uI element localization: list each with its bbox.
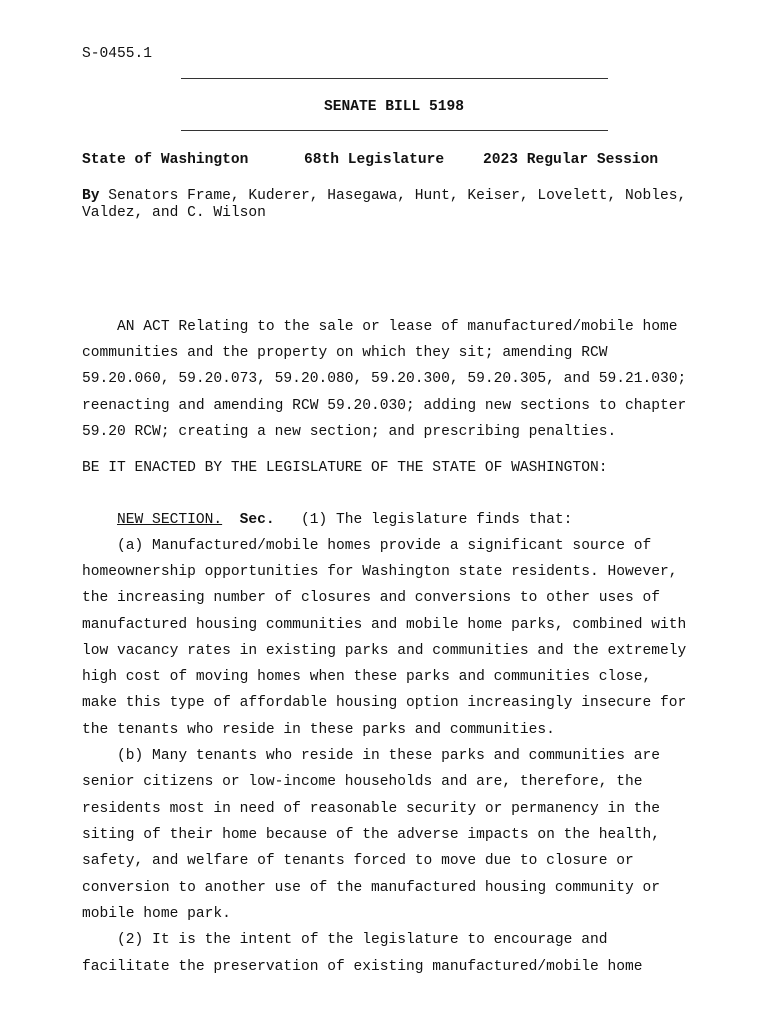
document-code: S-0455.1 <box>82 46 153 62</box>
legislature-number: 68th Legislature <box>304 152 445 168</box>
act-line: 59.20.060, 59.20.073, 59.20.080, 59.20.300, 59.20.305, and 59.21.030; <box>82 371 687 387</box>
body-line: mobile home park. <box>82 906 231 922</box>
body-line: senior citizens or low-income households and are, therefore, the <box>82 774 643 790</box>
sec-label: Sec. <box>239 512 275 528</box>
by-label: By <box>82 188 100 204</box>
act-line: AN ACT Relating to the sale or lease of manufactured/mobile home <box>82 319 678 335</box>
state-name: State of Washington <box>82 152 249 168</box>
body-line: manufactured housing communities and mobile home parks, combined with <box>82 617 687 633</box>
body-line: make this type of affordable housing option increasingly insecure for <box>82 695 687 711</box>
body-line: high cost of moving homes when these parks and communities close, <box>82 669 652 685</box>
new-section-label: NEW SECTION. <box>117 512 223 528</box>
session-name: 2023 Regular Session <box>483 152 659 168</box>
body-line: facilitate the preservation of existing manufactured/mobile home <box>82 959 643 975</box>
sponsors-text: Senators Frame, Kuderer, Hasegawa, Hunt, Keiser, Lovelett, Nobles, <box>108 188 687 204</box>
body-line: homeownership opportunities for Washington state residents. However, <box>82 564 678 580</box>
body-line: siting of their home because of the adverse impacts on the health, <box>82 827 661 843</box>
section-heading <box>82 512 572 528</box>
title-rule-top <box>181 78 608 79</box>
body-line: (a) Manufactured/mobile homes provide a significant source of <box>82 538 652 554</box>
sponsors-line-1 <box>82 188 686 204</box>
body-line: (2) It is the intent of the legislature to encourage and <box>82 932 608 948</box>
act-line: reenacting and amending RCW 59.20.030; adding new sections to chapter <box>82 398 687 414</box>
title-rule-bottom <box>181 130 608 131</box>
sponsors-line-2: Valdez, and C. Wilson <box>82 205 266 221</box>
act-line: 59.20 RCW; creating a new section; and prescribing penalties. <box>82 424 617 440</box>
body-line: the increasing number of closures and conversions to other uses of <box>82 590 661 606</box>
body-line: safety, and welfare of tenants forced to move due to closure or <box>82 853 634 869</box>
act-line: communities and the property on which they sit; amending RCW <box>82 345 608 361</box>
body-line: conversion to another use of the manufactured housing community or <box>82 880 661 896</box>
section-intro: (1) The legislature finds that: <box>300 512 573 528</box>
body-line: (b) Many tenants who reside in these parks and communities are <box>82 748 661 764</box>
body-line: the tenants who reside in these parks and communities. <box>82 722 555 738</box>
body-line: low vacancy rates in existing parks and communities and the extremely <box>82 643 687 659</box>
enacting-clause: BE IT ENACTED BY THE LEGISLATURE OF THE STATE OF WASHINGTON: <box>82 460 608 476</box>
bill-title: SENATE BILL 5198 <box>323 99 465 115</box>
body-line: residents most in need of reasonable security or permanency in the <box>82 801 661 817</box>
